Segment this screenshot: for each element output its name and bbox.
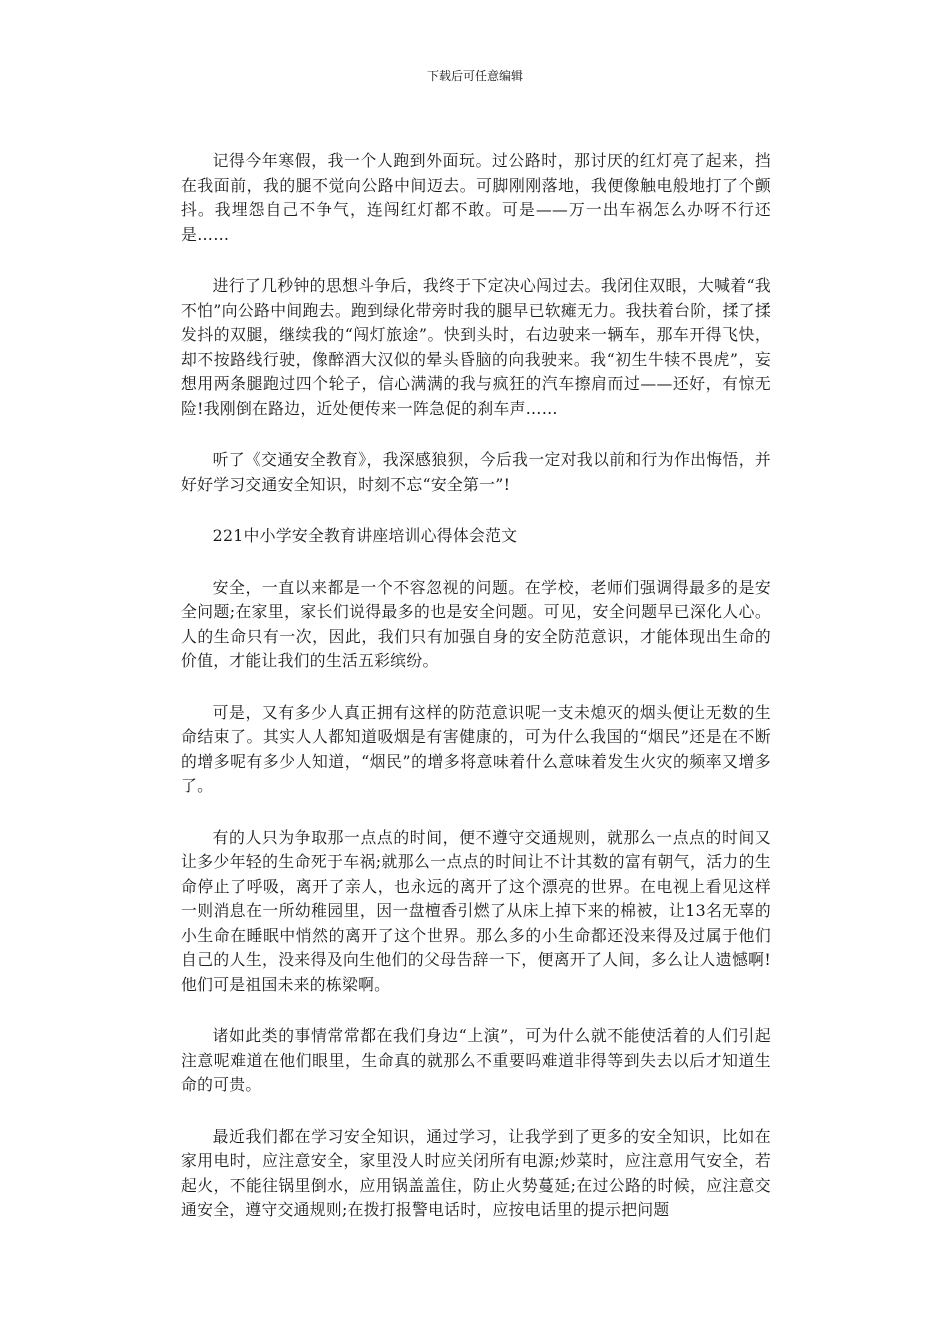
paragraph-smoking: 可是，又有多少人真正拥有这样的防范意识呢一支未熄灭的烟头便让无数的生命结束了。其实人人都知道吸烟是有害健康的，可为什么我国的“烟民”还是在不断的增多呢有多少人知道，“烟民”的增多将意味着什么意味着发生火灾的频率又增多了。 bbox=[181, 702, 771, 795]
paragraph-safety-importance: 安全，一直以来都是一个不容忽视的问题。在学校，老师们强调得最多的是安全问题;在家里，家长们说得最多的也是安全问题。可见，安全问题早已深化人心。人的生命只有一次，因此，我们只有加强自身的安全防范意识，才能体现出生命的价值，才能让我们的生活五彩缤纷。 bbox=[181, 577, 771, 670]
paragraph-red-light-story: 记得今年寒假，我一个人跑到外面玩。过公路时，那讨厌的红灯亮了起来，挡在我面前，我的腿不觉向公路中间迈去。可脚刚刚落地，我便像触电般地打了个颤抖。我埋怨自己不争气，连闯红灯都不敢。可是——万一出车祸怎么办呀不行还是…… bbox=[181, 151, 771, 244]
paragraph-crossing-road: 进行了几秒钟的思想斗争后，我终于下定决心闯过去。我闭住双眼，大喊着“我不怕”向公路中间跑去。跑到绿化带旁时我的腿早已软瘫无力。我扶着台阶，揉了揉发抖的双腿，继续我的“闯灯旅途”。快到头时，右边驶来一辆车，那车开得飞快，却不按路线行驶，像醉酒大汉似的晕头昏脑的向我驶来。我“初生牛犊不畏虎”，妄想用两条腿跑过四个轮子，信心满满的我与疯狂的汽车擦肩而过——还好，有惊无险!我刚倒在路边，近处便传来一阵急促的刹车声…… bbox=[181, 276, 771, 418]
document-body bbox=[181, 149, 771, 1250]
paragraph-safety-knowledge: 最近我们都在学习安全知识，通过学习，让我学到了更多的安全知识，比如在家用电时，应注意安全，家里没人时应关闭所有电源;炒菜时，应注意用气安全，若起火，不能往锅里倒水，应用锅盖盖住，防止火势蔓延;在过公路的时候，应注意交通安全，遵守交通规则;在拨打报警电话时，应按电话里的提示把问题 bbox=[181, 1126, 771, 1219]
section-heading: 221中小学安全教育讲座培训心得体会范文 bbox=[212, 526, 518, 545]
paragraph-attention: 诸如此类的事情常常都在我们身边“上演”，可为什么就不能使活着的人们引起注意呢难道在他们眼里，生命真的就那么不重要吗难道非得等到失去以后才知道生命的可贵。 bbox=[181, 1026, 771, 1094]
paragraph-reflection: 听了《交通安全教育》，我深感狼狈，今后我一定对我以前和行为作出悔悟，并好好学习交通安全知识，时刻不忘“安全第一”! bbox=[181, 450, 771, 494]
page-header-note: 下载后可任意编辑 bbox=[426, 69, 523, 83]
paragraph-traffic-rules: 有的人只为争取那一点点的时间，便不遵守交通规则，就那么一点点的时间又让多少年轻的生命死于车祸;就那么一点点的时间让不计其数的富有朝气，活力的生命停止了呼吸，离开了亲人，也永远的离开了这个漂亮的世界。在电视上看见这样一则消息在一所幼稚园里，因一盘檀香引燃了从床上掉下来的棉被，让13名无辜的小生命在睡眠中悄然的离开了这个世界。那么多的小生命都还没来得及过属于他们自己的人生，没来得及向生他们的父母告辞一下，便离开了人间，多么让人遗憾啊!他们可是祖国未来的栋梁啊。 bbox=[181, 827, 771, 994]
